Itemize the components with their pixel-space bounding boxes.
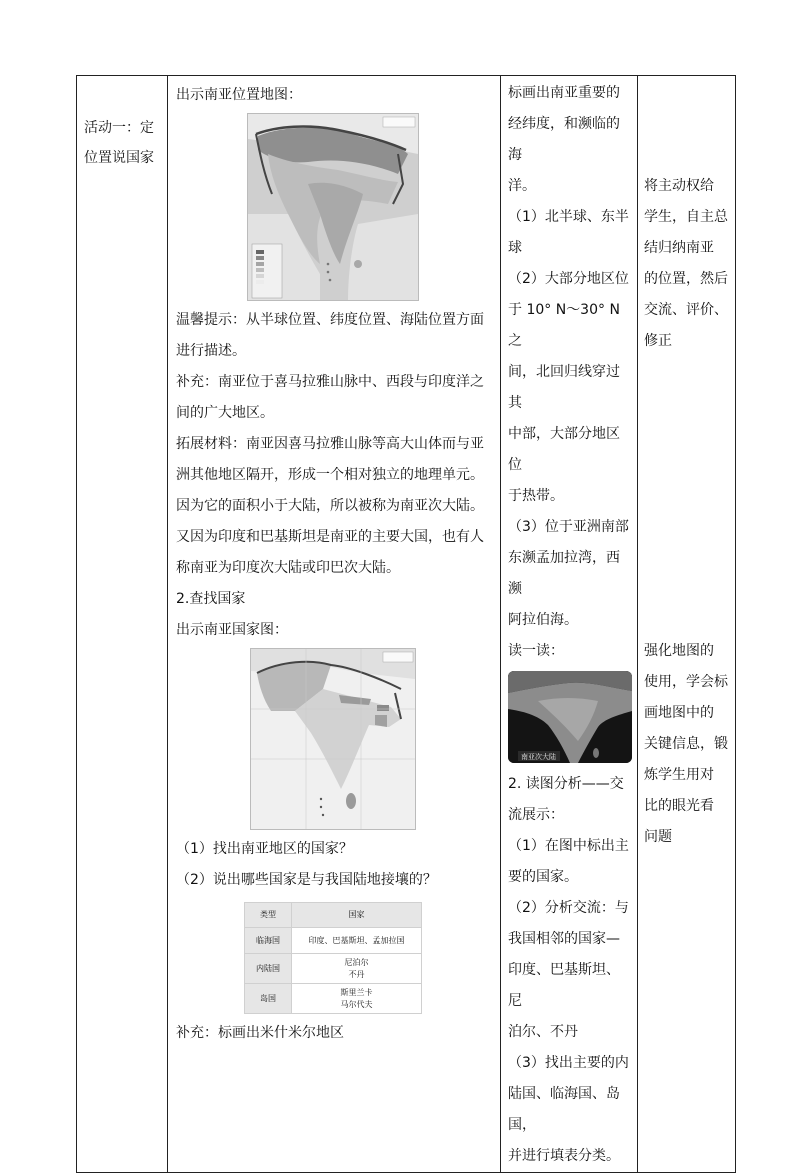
intent-a-line-4: 的位置，然后 bbox=[644, 271, 728, 287]
satellite-photo-svg bbox=[508, 671, 632, 763]
activity-title-line2: 位置说国家 bbox=[84, 150, 154, 166]
student-line-10: 于热带。 bbox=[508, 488, 564, 504]
island-country-1: 斯里兰卡 bbox=[340, 987, 373, 997]
intent-a-line-3: 结归纳南亚 bbox=[644, 240, 714, 256]
south-asia-countries-map bbox=[250, 648, 416, 830]
supplement-line1: 补充：南亚位于喜马拉雅山脉中、西段与印度洋之 bbox=[176, 374, 484, 390]
student-line-15: 2. 读图分析——交 bbox=[508, 776, 624, 792]
student-line-25: 并进行填表分类。 bbox=[508, 1148, 620, 1164]
design-intent-cell bbox=[638, 76, 736, 1173]
student-line-1: 标画出南亚重要的 bbox=[508, 85, 620, 101]
intent-a-line-5: 交流、评价、 bbox=[644, 302, 728, 318]
intent-b-line-5: 炼学生用对 bbox=[644, 767, 714, 783]
intent-a-line-6: 修正 bbox=[644, 333, 672, 349]
intent-b-line-4: 关键信息，锻 bbox=[644, 736, 728, 752]
student-line-8: 间，北回归线穿过其 bbox=[508, 364, 620, 411]
map1-intro: 出示南亚位置地图： bbox=[176, 87, 302, 103]
landlocked-country-1: 尼泊尔 bbox=[344, 957, 369, 967]
countries-island bbox=[292, 984, 422, 1014]
supplement-kashmir: 补充：标画出米什米尔地区 bbox=[176, 1025, 344, 1041]
type-header: 类型 bbox=[245, 903, 292, 928]
map2-intro: 出示南亚国家图： bbox=[176, 622, 288, 638]
country-header: 国家 bbox=[292, 903, 422, 928]
student-line-19: （2）分析交流：与 bbox=[508, 900, 629, 916]
extension-line2: 洲其他地区隔开，形成一个相对独立的地理单元。 bbox=[176, 467, 484, 483]
intent-spacer bbox=[644, 357, 731, 636]
student-line-7: 于 10° N～30° N之 bbox=[508, 302, 620, 349]
student-line-17: （1）在图中标出主 bbox=[508, 838, 629, 854]
extension-line3: 因为它的面积小于大陆，所以被称为南亚次大陆。 bbox=[176, 498, 484, 514]
student-line-6: （2）大部分地区位 bbox=[508, 271, 629, 287]
student-line-11: （3）位于亚洲南部 bbox=[508, 519, 629, 535]
teacher-activity-cell bbox=[168, 76, 501, 1173]
intent-b-line-1: 强化地图的 bbox=[644, 643, 714, 659]
supplement-line2: 间的广大地区。 bbox=[176, 405, 274, 421]
student-line-4: （1）北半球、东半 bbox=[508, 209, 629, 225]
activity-title-line1: 活动一：定 bbox=[84, 120, 154, 136]
countries-landlocked bbox=[292, 954, 422, 984]
student-line-21: 印度、巴基斯坦、尼 bbox=[508, 962, 620, 1009]
student-activity-cell bbox=[501, 76, 638, 1173]
extension-line4: 又因为印度和巴基斯坦是南亚的主要大国，也有人 bbox=[176, 529, 484, 545]
student-line-9: 中部，大部分地区位 bbox=[508, 426, 620, 473]
student-line-24: 陆国、临海国、岛国， bbox=[508, 1086, 620, 1133]
student-line-23: （3）找出主要的内 bbox=[508, 1055, 629, 1071]
intent-a-line-1: 将主动权给 bbox=[644, 178, 714, 194]
countries-map-svg bbox=[251, 649, 415, 829]
question-2: （2）说出哪些国家是与我国陆地接壤的？ bbox=[176, 872, 437, 888]
landlocked-country-2: 不丹 bbox=[348, 969, 365, 979]
student-line-3: 洋。 bbox=[508, 178, 536, 194]
intent-b-line-6: 比的眼光看 bbox=[644, 798, 714, 814]
student-line-18: 要的国家。 bbox=[508, 869, 578, 885]
activity-cell bbox=[77, 76, 168, 1173]
intent-a-line-2: 学生，自主总 bbox=[644, 209, 728, 225]
south-asia-location-map bbox=[247, 113, 419, 301]
student-line-13: 阿拉伯海。 bbox=[508, 612, 578, 628]
country-type-table bbox=[244, 902, 422, 1014]
subcontinent-satellite-photo bbox=[508, 671, 632, 763]
student-line-20: 我国相邻的国家— bbox=[508, 931, 620, 947]
type-landlocked: 内陆国 bbox=[245, 954, 292, 984]
intent-b-line-2: 使用，学会标 bbox=[644, 674, 728, 690]
student-line-12: 东濒孟加拉湾，西濒 bbox=[508, 550, 620, 597]
lesson-plan-table bbox=[76, 75, 736, 1173]
student-line-16: 流展示： bbox=[508, 807, 564, 823]
extension-line5: 称南亚为印度次大陆或印巴次大陆。 bbox=[176, 560, 400, 576]
tip-line1: 温馨提示：从半球位置、纬度位置、海陆位置方面 bbox=[176, 312, 484, 328]
location-map-svg bbox=[248, 114, 418, 300]
island-country-2: 马尔代夫 bbox=[340, 999, 373, 1009]
question-1: （1）找出南亚地区的国家？ bbox=[176, 841, 353, 857]
tip-line2: 进行描述。 bbox=[176, 343, 246, 359]
type-coastal: 临海国 bbox=[245, 928, 292, 954]
student-line-5: 球 bbox=[508, 240, 522, 256]
student-line-22: 泊尔、不丹 bbox=[508, 1024, 578, 1040]
read-heading: 读一读： bbox=[508, 643, 564, 659]
type-island: 岛国 bbox=[245, 984, 292, 1014]
intent-b-line-7: 问题 bbox=[644, 829, 672, 845]
student-line-2: 经纬度，和濒临的海 bbox=[508, 116, 620, 163]
countries-coastal: 印度、巴基斯坦、孟加拉国 bbox=[292, 928, 422, 954]
intent-b-line-3: 画地图中的 bbox=[644, 705, 714, 721]
section-find-countries: 2.查找国家 bbox=[176, 591, 246, 607]
extension-line1: 拓展材料：南亚因喜马拉雅山脉等高大山体而与亚 bbox=[176, 436, 484, 452]
photo-label: 南亚次大陆 bbox=[521, 753, 556, 761]
